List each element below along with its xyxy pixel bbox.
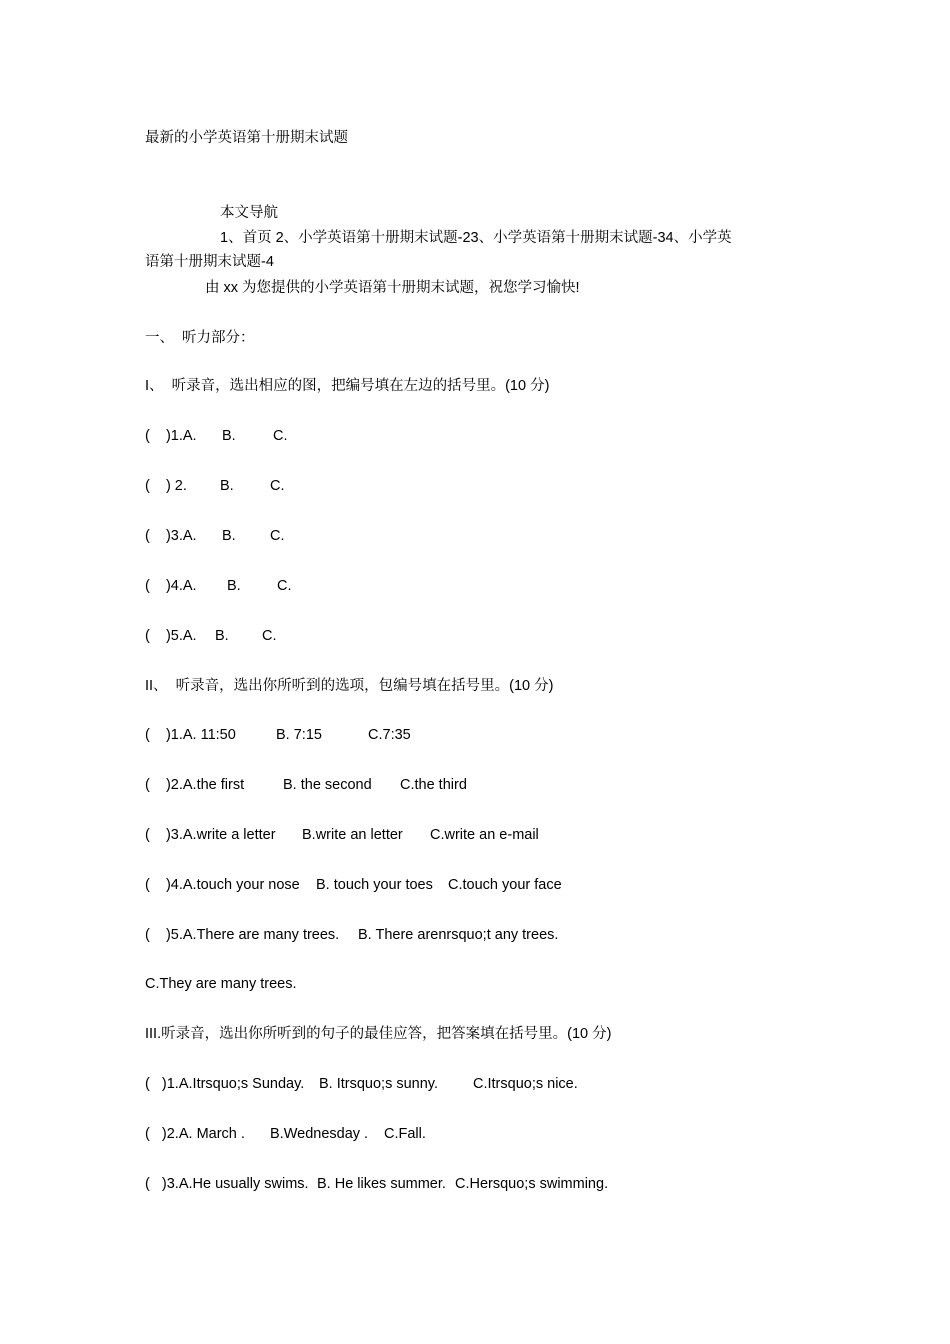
question-number: ( )5.A. [145, 628, 197, 644]
option-c: C. [270, 478, 285, 494]
intro-text: 由 xx 为您提供的小学英语第十册期末试题，祝您学习愉快! [205, 280, 580, 296]
nav-links-line-2[interactable]: 语第十册期末试题-4 [145, 254, 274, 270]
option-c: C.write an e-mail [430, 827, 539, 843]
option-c: C.touch your face [448, 877, 562, 893]
question-row [145, 1174, 608, 1194]
nav-heading: 本文导航 [220, 205, 278, 221]
option-b: B. There arenrsquo;t any trees. [358, 927, 559, 943]
option-c: C. [273, 428, 288, 444]
question-number: ( )1.A.Itrsquo;s Sunday. [145, 1076, 305, 1092]
question-row [145, 526, 285, 546]
question-number: ( )4.A. [145, 578, 197, 594]
option-b: B. [215, 628, 229, 644]
question-row [145, 825, 539, 845]
option-c-continuation: C.They are many trees. [145, 976, 297, 992]
section-heading-listening: 一、 听力部分： [145, 330, 255, 346]
option-c: C.7:35 [368, 727, 411, 743]
question-number: ( )3.A. [145, 528, 197, 544]
question-row [145, 576, 292, 596]
option-b: B. [222, 528, 236, 544]
option-b: B.write an letter [302, 827, 403, 843]
document-title: 最新的小学英语第十册期末试题 [145, 130, 348, 146]
option-c: C.Itrsquo;s nice. [473, 1076, 578, 1092]
option-c: C.the third [400, 777, 467, 793]
question-number: ( )1.A. 11:50 [145, 727, 236, 743]
part2-instruction: II、 听录音，选出你所听到的选项，包编号填在括号里。(10 分) [145, 678, 554, 694]
nav-links-line-1[interactable]: 1、首页 2、小学英语第十册期末试题-23、小学英语第十册期末试题-34、小学英 [220, 230, 732, 246]
question-number: ( )4.A.touch your nose [145, 877, 300, 893]
question-row [145, 1124, 426, 1144]
option-b: B. the second [283, 777, 372, 793]
question-row [145, 925, 558, 945]
question-number: ( )5.A.There are many trees. [145, 927, 340, 943]
question-row [145, 426, 288, 446]
part3-instruction: III.听录音，选出你所听到的句子的最佳应答，把答案填在括号里。(10 分) [145, 1026, 612, 1042]
option-b: B. [227, 578, 241, 594]
question-number: ( ) 2. [145, 478, 187, 494]
part1-instruction: I、 听录音，选出相应的图，把编号填在左边的括号里。(10 分) [145, 378, 550, 394]
option-c: C.Hersquo;s swimming. [455, 1176, 609, 1192]
option-c: C. [277, 578, 292, 594]
question-row [145, 775, 467, 795]
option-b: B. Itrsquo;s sunny. [319, 1076, 439, 1092]
question-number: ( )1.A. [145, 428, 197, 444]
question-row [145, 875, 562, 895]
option-b: B. 7:15 [276, 727, 322, 743]
option-c: C.Fall. [384, 1126, 426, 1142]
question-number: ( )3.A.He usually swims. [145, 1176, 309, 1192]
question-row [145, 476, 285, 496]
question-row [145, 626, 277, 646]
option-b: B. touch your toes [316, 877, 433, 893]
option-b: B. [220, 478, 234, 494]
question-number: ( )3.A.write a letter [145, 827, 276, 843]
option-b: B. He likes summer. [317, 1176, 446, 1192]
option-c: C. [270, 528, 285, 544]
option-c: C. [262, 628, 277, 644]
question-number: ( )2.A. March . [145, 1126, 245, 1142]
question-number: ( )2.A.the first [145, 777, 245, 793]
question-row [145, 725, 411, 745]
option-b: B. [222, 428, 236, 444]
question-row [145, 1074, 578, 1094]
option-b: B.Wednesday . [270, 1126, 369, 1142]
